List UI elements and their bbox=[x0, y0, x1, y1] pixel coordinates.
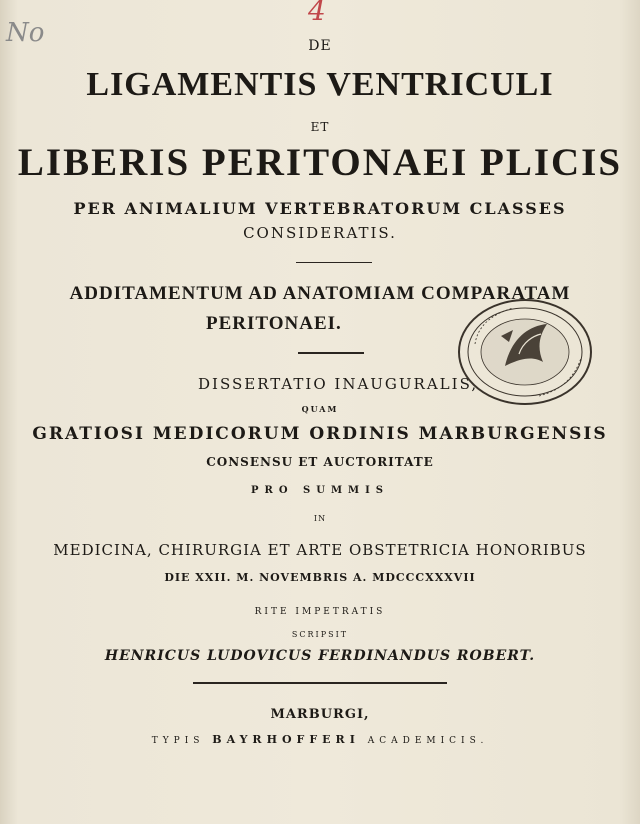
fields-line: MEDICINA, CHIRURGIA ET ARTE OBSTETRICIA HONORIBUS bbox=[53, 541, 587, 559]
divider-rule-bottom bbox=[193, 682, 447, 684]
dissertation-type: DISSERTATIO INAUGURALIS, bbox=[198, 375, 479, 393]
addendum-line2: PERITONAEI. bbox=[206, 313, 342, 334]
date-line: DIE XXII. M. NOVEMBRIS A. MDCCCXXXVII bbox=[164, 571, 476, 584]
pro-summis-line: PRO SUMMIS bbox=[250, 485, 389, 496]
imprint-typis: TYPIS bbox=[151, 736, 205, 746]
title-line1: LIGAMENTIS VENTRICULI bbox=[86, 66, 554, 103]
subtitle-line2: CONSIDERATIS. bbox=[243, 224, 397, 242]
handwritten-mark-left: No bbox=[6, 18, 45, 48]
title-et: ET bbox=[310, 120, 330, 134]
in-line: IN bbox=[313, 514, 327, 523]
imprint-printer: BAYRHOFFERI bbox=[212, 733, 360, 746]
addendum-line1: ADDITAMENTUM AD ANATOMIAM COMPARATAM bbox=[69, 283, 571, 304]
scripsit-line: SCRIPSIT bbox=[291, 630, 349, 639]
author-name: HENRICUS LUDOVICUS FERDINANDUS ROBERT. bbox=[104, 648, 536, 664]
subtitle-line1: PER ANIMALIUM VERTEBRATORUM CLASSES bbox=[73, 199, 567, 218]
faculty-line: GRATIOSI MEDICORUM ORDINIS MARBURGENSIS bbox=[32, 424, 608, 444]
title-de: DE bbox=[308, 38, 332, 54]
title-line2: LIBERIS PERITONAEI PLICIS bbox=[17, 141, 623, 184]
divider-rule-top bbox=[296, 262, 372, 263]
divider-rule-middle bbox=[298, 352, 364, 354]
imprint-place: MARBURGI, bbox=[270, 707, 370, 722]
imprint-academicis: ACADEMICIS. bbox=[367, 736, 489, 746]
quam-label: QUAM bbox=[301, 404, 339, 414]
rite-line: RITE IMPETRATIS bbox=[254, 607, 386, 617]
imprint-printer-line bbox=[0, 733, 640, 746]
library-stamp-icon bbox=[453, 296, 593, 408]
handwritten-mark-top: 4 bbox=[308, 0, 326, 27]
consent-line: CONSENSU ET AUCTORITATE bbox=[206, 455, 434, 469]
